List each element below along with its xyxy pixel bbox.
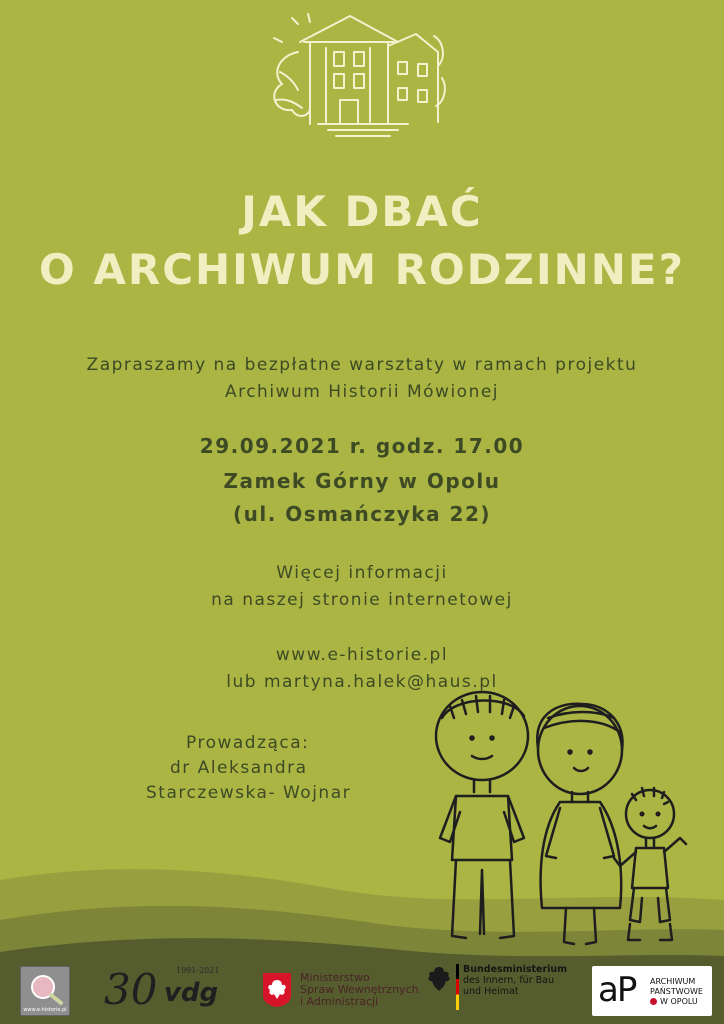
magnifier-icon [21,967,69,1007]
castle-illustration [258,12,448,142]
bmi-logo [426,962,566,1014]
ahm-logo [20,966,70,1016]
mswia-line-1: Ministerstwo [300,971,370,984]
intro-line-2: Archiwum Historii Mówionej [224,382,500,402]
event-datetime: 29.09.2021 r. godz. 17.00 [199,434,525,458]
ap-line-2: PAŃSTWOWE [650,987,703,996]
title-line-2: O ARCHIWUM RODZINNE? [39,245,685,294]
email-link[interactable]: lub martyna.halek@haus.pl [226,672,498,692]
polish-eagle-icon [262,972,292,1008]
ap-emblem-icon [650,998,657,1005]
ap-mark: aP [598,970,636,1010]
mswia-logo [262,970,422,1020]
bmi-line-3: und Heimat [463,986,519,997]
more-info-line-1: Więcej informacji [276,563,448,583]
host-name-line-1: dr Aleksandra [170,758,308,778]
host-label: Prowadząca: [186,733,310,753]
ap-line-1: ARCHIWUM [650,977,696,986]
bmi-line-2: des Innern, für Bau [463,975,554,986]
ap-opole-logo [592,966,712,1016]
intro-line-1: Zapraszamy na bezpłatne warsztaty w ramach projektu [86,355,638,375]
vdg-logo [104,964,224,1016]
family-illustration [410,688,710,950]
title-line-1: JAK DBAĆ [241,187,483,236]
federal-eagle-icon [426,964,452,994]
mswia-line-2: Spraw Wewnętrznych [300,983,419,996]
bmi-line-1: Bundesministerium [463,964,568,975]
more-info-line-2: na naszej stronie internetowej [211,590,513,610]
vdg-years: 1991-2021 [176,966,220,975]
ap-line-3: W OPOLU [660,997,698,1006]
event-venue: Zamek Górny w Opolu [223,469,501,493]
website-link[interactable]: www.e-historie.pl [275,645,449,665]
vdg-30: 30 [104,965,158,1014]
german-flag-stripe [456,964,459,1010]
vdg-text: vdg [164,978,219,1008]
event-address: (ul. Osmańczyka 22) [232,502,492,526]
mswia-line-3: i Administracji [300,995,379,1008]
ahm-site: www.e-historie.pl [23,1007,67,1013]
host-name-line-2: Starczewska- Wojnar [146,783,352,803]
